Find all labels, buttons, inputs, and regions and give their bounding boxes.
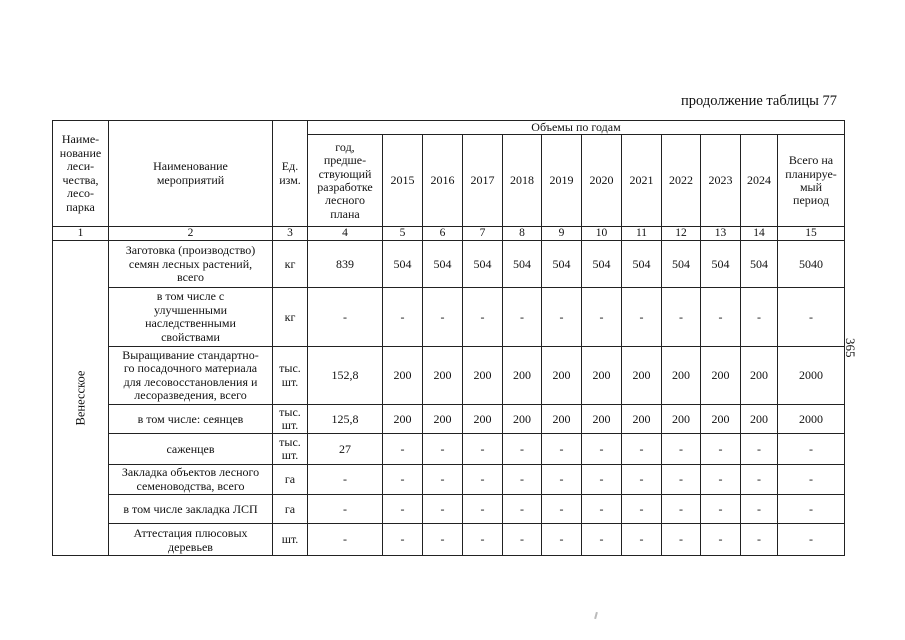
year-value: 200	[503, 347, 542, 405]
unit-cell: шт.	[273, 524, 308, 556]
column-number: 6	[423, 227, 463, 241]
unit-cell: кг	[273, 241, 308, 288]
year-value: 504	[741, 241, 778, 288]
year-value: -	[463, 495, 503, 524]
year-value: -	[622, 465, 662, 495]
year-value: -	[622, 288, 662, 347]
year-value: -	[701, 434, 741, 465]
year-value: 200	[383, 347, 423, 405]
year-value: 200	[542, 347, 582, 405]
year-value: 200	[741, 405, 778, 434]
activity-name-line: в том числе с	[156, 289, 225, 304]
year-value: -	[383, 434, 423, 465]
header-year: 2019	[542, 135, 582, 227]
header-year: 2023	[701, 135, 741, 227]
year-value: 504	[463, 241, 503, 288]
table-row	[53, 495, 845, 524]
year-value: -	[423, 434, 463, 465]
prior-year-value: 125,8	[308, 405, 383, 434]
header-forestry-line: парка	[66, 199, 95, 214]
prior-year-value: -	[308, 288, 383, 347]
table-continuation-caption: продолжение таблицы 77	[681, 93, 837, 109]
year-value: -	[662, 288, 701, 347]
year-value: -	[463, 524, 503, 556]
unit-line: шт.	[281, 374, 299, 389]
year-value: -	[741, 434, 778, 465]
header-year: 2021	[622, 135, 662, 227]
header-activity-line: мероприятий	[156, 172, 225, 187]
header-forestry-line: нование	[59, 145, 102, 160]
total-value: 5040	[778, 241, 845, 288]
header-prior-year-line: предше-	[323, 153, 367, 168]
year-value: -	[582, 465, 622, 495]
activity-name-line: семеноводства, всего	[136, 478, 245, 493]
column-number-row	[53, 227, 845, 241]
header-total-line: период	[793, 193, 829, 208]
year-value: -	[662, 434, 701, 465]
year-value: -	[582, 524, 622, 556]
year-value: 200	[622, 347, 662, 405]
activity-name-cell	[109, 288, 273, 347]
year-value: -	[701, 288, 741, 347]
year-value: -	[503, 465, 542, 495]
year-value: 200	[423, 347, 463, 405]
year-value: 504	[701, 241, 741, 288]
unit-cell	[273, 434, 308, 465]
activity-name-cell	[109, 405, 273, 434]
year-value: 200	[701, 405, 741, 434]
header-forestry-line: Наиме-	[61, 132, 100, 147]
activity-name-cell	[109, 465, 273, 495]
year-value: -	[463, 465, 503, 495]
year-value: -	[503, 288, 542, 347]
forest-plan-table	[52, 120, 845, 556]
year-value: 200	[582, 347, 622, 405]
unit-cell	[273, 347, 308, 405]
prior-year-value: 27	[308, 434, 383, 465]
year-value: -	[622, 434, 662, 465]
year-value: 504	[503, 241, 542, 288]
header-total-cell	[778, 135, 845, 227]
header-forestry-line: леси-	[66, 159, 95, 174]
year-value: -	[662, 465, 701, 495]
scan-speck	[594, 612, 598, 619]
column-number: 11	[622, 227, 662, 241]
activity-name-line: Выращивание стандартно-	[122, 347, 259, 362]
year-value: -	[503, 434, 542, 465]
year-value: -	[662, 524, 701, 556]
year-value: 504	[542, 241, 582, 288]
column-number: 14	[741, 227, 778, 241]
year-value: -	[542, 524, 582, 556]
header-prior-year-line: год,	[335, 139, 355, 154]
total-value: 2000	[778, 347, 845, 405]
forestry-name-cell	[53, 241, 109, 556]
table-row	[53, 465, 845, 495]
year-value: -	[383, 465, 423, 495]
header-forestry-line: чества,	[62, 172, 99, 187]
header-total-line: планируе-	[785, 166, 837, 181]
header-unit-line: изм.	[279, 172, 301, 187]
year-value: -	[582, 434, 622, 465]
unit-line: тыс.	[279, 434, 301, 449]
header-forestry-line: лесо-	[67, 186, 94, 201]
column-number: 4	[308, 227, 383, 241]
column-number: 8	[503, 227, 542, 241]
table-row	[53, 434, 845, 465]
prior-year-value: 152,8	[308, 347, 383, 405]
year-value: 200	[542, 405, 582, 434]
activity-name-line: лесоразведения, всего	[134, 388, 247, 403]
header-year: 2017	[463, 135, 503, 227]
column-number: 9	[542, 227, 582, 241]
header-year: 2022	[662, 135, 701, 227]
column-number: 15	[778, 227, 845, 241]
table-row	[53, 405, 845, 434]
column-number: 2	[109, 227, 273, 241]
prior-year-value: -	[308, 524, 383, 556]
year-value: -	[503, 524, 542, 556]
forestry-name: Венесское	[73, 370, 88, 426]
column-number: 10	[582, 227, 622, 241]
header-year: 2020	[582, 135, 622, 227]
year-value: -	[701, 495, 741, 524]
header-year: 2024	[741, 135, 778, 227]
table-row	[53, 524, 845, 556]
prior-year-value: -	[308, 465, 383, 495]
year-value: 200	[662, 405, 701, 434]
year-value: 504	[582, 241, 622, 288]
activity-name-cell	[109, 241, 273, 288]
year-value: -	[423, 524, 463, 556]
year-value: -	[741, 465, 778, 495]
year-value: -	[542, 288, 582, 347]
activity-name-line: го посадочного материала	[123, 361, 258, 376]
column-number: 1	[53, 227, 109, 241]
activity-name-line: Аттестация плюсовых	[133, 526, 248, 541]
year-value: -	[542, 434, 582, 465]
year-value: 504	[383, 241, 423, 288]
header-total-line: мый	[799, 179, 823, 194]
prior-year-value: -	[308, 495, 383, 524]
total-value: -	[778, 288, 845, 347]
header-unit-cell	[273, 121, 308, 227]
year-value: -	[503, 495, 542, 524]
column-number: 13	[701, 227, 741, 241]
activity-name-line: Закладка объектов лесного	[121, 465, 260, 480]
header-volumes-title: Объемы по годам	[308, 121, 845, 135]
year-value: 200	[741, 347, 778, 405]
header-year: 2018	[503, 135, 542, 227]
year-value: -	[423, 288, 463, 347]
year-value: -	[542, 495, 582, 524]
year-value: -	[662, 495, 701, 524]
year-value: -	[582, 495, 622, 524]
year-value: -	[423, 465, 463, 495]
column-number: 5	[383, 227, 423, 241]
activity-name-line: в том числе: сеянцев	[137, 411, 244, 426]
activity-name-line: в том числе закладка ЛСП	[123, 501, 258, 516]
total-value: -	[778, 434, 845, 465]
column-number: 3	[273, 227, 308, 241]
year-value: -	[741, 495, 778, 524]
table-row	[53, 241, 845, 288]
unit-line: тыс.	[279, 361, 301, 376]
activity-name-line: улучшенными	[154, 302, 227, 317]
header-activity-cell	[109, 121, 273, 227]
activity-name-cell	[109, 434, 273, 465]
activity-name-line: семян лесных растений,	[128, 256, 253, 271]
activity-name-line: деревьев	[168, 539, 213, 554]
year-value: 200	[463, 347, 503, 405]
unit-line: шт.	[281, 448, 299, 463]
unit-cell: га	[273, 495, 308, 524]
year-value: -	[383, 524, 423, 556]
year-value: -	[542, 465, 582, 495]
header-total-line: Всего на	[788, 153, 834, 168]
unit-cell	[273, 405, 308, 434]
header-prior-year-cell	[308, 135, 383, 227]
header-year: 2015	[383, 135, 423, 227]
year-value: 200	[423, 405, 463, 434]
year-value: -	[741, 524, 778, 556]
activity-name-line: всего	[176, 270, 205, 285]
header-prior-year-line: плана	[330, 206, 360, 221]
year-value: -	[582, 288, 622, 347]
header-prior-year-line: лесного	[325, 193, 365, 208]
year-value: 504	[423, 241, 463, 288]
header-activity-line: Наименование	[153, 159, 228, 174]
prior-year-value: 839	[308, 241, 383, 288]
activity-name-line: свойствами	[161, 329, 220, 344]
activity-name-line: для лесовосстановления и	[123, 374, 258, 389]
header-prior-year-line: ствующий	[318, 166, 372, 181]
year-value: -	[622, 524, 662, 556]
year-value: -	[463, 288, 503, 347]
year-value: 200	[662, 347, 701, 405]
year-value: -	[463, 434, 503, 465]
year-value: 504	[622, 241, 662, 288]
year-value: -	[701, 465, 741, 495]
column-number: 12	[662, 227, 701, 241]
total-value: -	[778, 465, 845, 495]
header-year: 2016	[423, 135, 463, 227]
activity-name-cell	[109, 347, 273, 405]
year-value: 200	[622, 405, 662, 434]
table-row	[53, 347, 845, 405]
activity-name-line: наследственными	[145, 316, 236, 331]
year-value: 200	[582, 405, 622, 434]
unit-cell: кг	[273, 288, 308, 347]
unit-line: тыс.	[279, 404, 301, 419]
year-value: -	[622, 495, 662, 524]
activity-name-line: Заготовка (производство)	[125, 243, 256, 258]
year-value: 504	[662, 241, 701, 288]
year-value: -	[701, 524, 741, 556]
unit-cell: га	[273, 465, 308, 495]
year-value: -	[383, 495, 423, 524]
page-number: 365	[843, 338, 858, 358]
header-prior-year-line: разработке	[317, 179, 373, 194]
year-value: 200	[503, 405, 542, 434]
year-value: 200	[701, 347, 741, 405]
activity-name-line: саженцев	[166, 441, 215, 456]
column-number: 7	[463, 227, 503, 241]
header-forestry-cell	[53, 121, 109, 227]
year-value: 200	[463, 405, 503, 434]
unit-line: шт.	[281, 418, 299, 433]
activity-name-cell	[109, 524, 273, 556]
table-row	[53, 288, 845, 347]
total-value: 2000	[778, 405, 845, 434]
header-unit-line: Ед.	[281, 159, 299, 174]
total-value: -	[778, 524, 845, 556]
total-value: -	[778, 495, 845, 524]
year-value: 200	[383, 405, 423, 434]
year-value: -	[383, 288, 423, 347]
year-value: -	[423, 495, 463, 524]
year-value: -	[741, 288, 778, 347]
activity-name-cell	[109, 495, 273, 524]
